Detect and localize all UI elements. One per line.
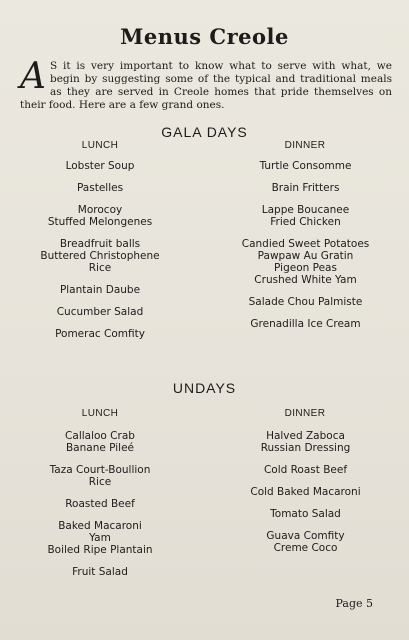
- sundays-lunch-list: [15, 430, 185, 588]
- sundays-dinner-list: [228, 430, 383, 564]
- menu-item-line: Pawpaw Au Gratin: [257, 250, 354, 262]
- menu-item: [15, 566, 185, 578]
- menu-item-line: Lappe Boucanee: [261, 204, 350, 216]
- menu-item-line: Pastelles: [76, 182, 124, 194]
- menu-item-line: Stuffed Melongenes: [47, 216, 153, 228]
- menu-item-line: Russian Dressing: [260, 442, 351, 454]
- menu-item-line: Banane Pileé: [65, 442, 135, 454]
- menu-item-line: Rice: [88, 476, 112, 488]
- menu-item-line: Tomato Salad: [270, 508, 341, 520]
- menu-item-line: Callaloo Crab: [65, 430, 135, 442]
- menu-item-line: Taza Court-Boullion: [49, 464, 151, 476]
- menu-item-line: Buttered Christophene: [40, 250, 160, 262]
- menu-item-line: Baked Macaroni: [58, 520, 142, 532]
- menu-item: [15, 498, 185, 510]
- menu-item-line: Creme Coco: [273, 542, 338, 554]
- menu-item-line: Cold Roast Beef: [263, 464, 348, 476]
- menu-item: [228, 182, 383, 194]
- menu-item: [228, 238, 383, 286]
- menu-item: [15, 182, 185, 194]
- page-title: Menus Creole: [120, 24, 289, 49]
- intro-paragraph: [20, 56, 392, 112]
- menu-item-line: Candied Sweet Potatoes: [241, 238, 370, 250]
- menu-item: [15, 284, 185, 296]
- menu-item-line: Pigeon Peas: [274, 262, 337, 274]
- menu-item-line: Fruit Salad: [72, 566, 128, 578]
- menu-item-line: Breadfruit balls: [59, 238, 141, 250]
- menu-item-line: Roasted Beef: [65, 498, 135, 510]
- menu-item: [228, 486, 383, 498]
- intro-text: S it is very important to know what to serve with what, we begin by suggesting some of the typical and traditional meals as they are served in Creole homes that pride themselves on their food. Here are a few grand ones.: [20, 60, 392, 111]
- menu-item: [228, 508, 383, 520]
- menu-item-line: Crushed White Yam: [254, 274, 357, 286]
- menu-item: [15, 430, 185, 454]
- menu-item: [15, 520, 185, 556]
- menu-item-line: Brain Fritters: [271, 182, 340, 194]
- menu-item-line: Cucumber Salad: [56, 306, 144, 318]
- menu-item-line: Plantain Daube: [59, 284, 141, 296]
- menu-item-line: Boiled Ripe Plantain: [47, 544, 153, 556]
- menu-item: [228, 296, 383, 308]
- gala-lunch-list: [15, 160, 185, 350]
- menu-item: [15, 328, 185, 340]
- menu-item: [15, 204, 185, 228]
- menu-item: [228, 160, 383, 172]
- gala-days-heading: GALA DAYS: [161, 124, 248, 140]
- menu-item: [228, 464, 383, 476]
- menu-item: [228, 530, 383, 554]
- sundays-heading: UNDAYS: [172, 380, 237, 396]
- menu-item: [15, 306, 185, 318]
- page-number: Page 5: [335, 597, 373, 610]
- menu-item-line: Turtle Consomme: [259, 160, 352, 172]
- menu-item-line: Cold Baked Macaroni: [250, 486, 361, 498]
- menu-item-line: Morocoy: [77, 204, 123, 216]
- menu-item-line: Salade Chou Palmiste: [248, 296, 363, 308]
- sundays-lunch-label: LUNCH: [81, 408, 119, 419]
- sundays-dinner-label: DINNER: [284, 408, 326, 419]
- menu-item-line: Halved Zaboca: [266, 430, 345, 442]
- menu-item: [228, 430, 383, 454]
- menu-item: [15, 238, 185, 274]
- menu-item-line: Lobster Soup: [65, 160, 135, 172]
- menu-item: [15, 160, 185, 172]
- menu-item: [228, 318, 383, 330]
- drop-cap: A: [20, 56, 46, 97]
- gala-dinner-list: [228, 160, 383, 340]
- menu-item-line: Fried Chicken: [270, 216, 341, 228]
- menu-item: [228, 204, 383, 228]
- menu-item-line: Guava Comfity: [266, 530, 345, 542]
- menu-item: [15, 464, 185, 488]
- gala-lunch-label: LUNCH: [81, 140, 119, 151]
- menu-item-line: Yam: [89, 532, 111, 544]
- menu-item-line: Rice: [88, 262, 112, 274]
- gala-dinner-label: DINNER: [284, 140, 326, 151]
- menu-item-line: Pomerac Comfity: [55, 328, 145, 340]
- menu-item-line: Grenadilla Ice Cream: [250, 318, 361, 330]
